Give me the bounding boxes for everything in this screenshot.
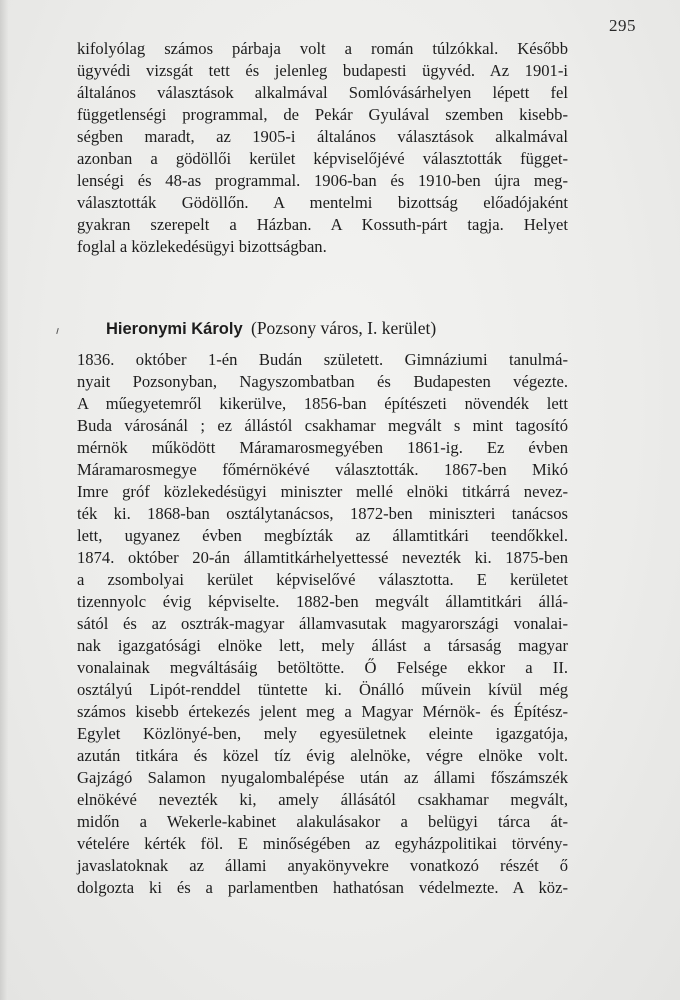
text-line: vonalainak megváltásáig betöltötte. Ő Felsége ekkor a II. [77, 658, 568, 677]
text-line: sától és az osztrák-magyar államvasutak magyarországi vonalai- [77, 614, 568, 633]
text-line: ték ki. 1868-ban osztálytanácsos, 1872-ben miniszteri tanácsos [77, 504, 568, 523]
text-line: mérnök működött Máramarosmegyében 1861-ig. Ez évben [77, 438, 568, 457]
entry-heading [106, 318, 436, 339]
text-line: Máramarosmegye főmérnökévé választották. 1867-ben Mikó [77, 460, 568, 479]
page-edge [0, 0, 8, 1000]
text-line: ügyvédi vizsgát tett és jelenleg budapesti ügyvéd. Az 1901-i [77, 61, 568, 80]
text-line: általános választások alkalmával Somlóvásárhelyen lépett fel [77, 83, 568, 102]
text-line: választották Gödöllőn. A mentelmi bizottság előadójaként [77, 193, 568, 212]
text-line: javaslatoknak az állami anyakönyvekre vonatkozó részét ő [77, 856, 568, 875]
text-line: Imre gróf közlekedésügyi miniszter mellé elnöki titkárrá nevez- [77, 482, 568, 501]
continuation-paragraph [77, 38, 568, 258]
text-line: vételére kérték föl. E minőségében az egyházpolitikai törvény- [77, 834, 568, 853]
text-line: függetlenségi programmal, de Pekár Gyulával szemben kisebb- [77, 105, 568, 124]
text-line: Gajzágó Salamon nyugalombalépése után az állami főszámszék [77, 768, 568, 787]
text-line: számos kisebb értekezés jelent meg a Magyar Mérnök- és Építész- [77, 702, 568, 721]
text-line: azonban a gödöllői kerület képviselőjévé választották függet- [77, 149, 568, 168]
page-number: 295 [609, 16, 636, 35]
text-line: osztályú Lipót-renddel tüntette ki. Önálló művein kívül még [77, 680, 568, 699]
text-line: gyakran szerepelt a Házban. A Kossuth-párt tagja. Helyet [77, 215, 568, 234]
text-line: ségben maradt, az 1905-i általános választások alkalmával [77, 127, 568, 146]
biography-paragraph [77, 349, 568, 899]
text-line: nyait Pozsonyban, Nagyszombatban és Budapesten végezte. [77, 372, 568, 391]
text-line: tizennyolc évig képviselte. 1882-ben megvált államtitkári állá- [77, 592, 568, 611]
text-line: elnökévé nevezték ki, amely állásától csakhamar megvált, [77, 790, 568, 809]
entry-district: (Pozsony város, I. kerület) [251, 318, 437, 338]
entry-name: Hieronymi Károly [106, 320, 243, 338]
text-line: midőn a Wekerle-kabinet alakulásakor a belügyi tárca át- [77, 812, 568, 831]
text-line: lenségi és 48-as programmal. 1906-ban és 1910-ben újra meg- [77, 171, 568, 190]
text-line: A műegyetemről kikerülve, 1856-ban építészeti növendék lett [77, 394, 568, 413]
text-line: azután titkára és közel tíz évig alelnöke, végre elnöke volt. [77, 746, 568, 765]
text-line: 1874. október 20-án államtitkárhelyettessé nevezték ki. 1875-ben [77, 548, 568, 567]
text-line: dolgozta ki és a parlamentben hathatósan védelmezte. A köz- [77, 878, 568, 897]
text-line: foglal a közlekedésügyi bizottságban. [77, 237, 327, 256]
text-line: 1836. október 1-én Budán született. Gimnáziumi tanulmá- [77, 350, 568, 369]
text-line: lett, ugyanez évben megbízták az államtitkári teendőkkel. [77, 526, 568, 545]
text-line: Buda városánál ; ez állástól csakhamar megvált s mint tagosító [77, 416, 568, 435]
text-line: a zsombolyai kerület képviselővé választotta. E kerületet [77, 570, 568, 589]
text-line: nak igazgatósági elnöke lett, mely állást a társaság magyar [77, 636, 568, 655]
text-line: kifolyólag számos párbaja volt a román túlzókkal. Később [77, 39, 568, 58]
text-line: Egylet Közlönyé-ben, mely egyesületnek eleinte igazgatója, [77, 724, 568, 743]
margin-mark [56, 328, 59, 334]
